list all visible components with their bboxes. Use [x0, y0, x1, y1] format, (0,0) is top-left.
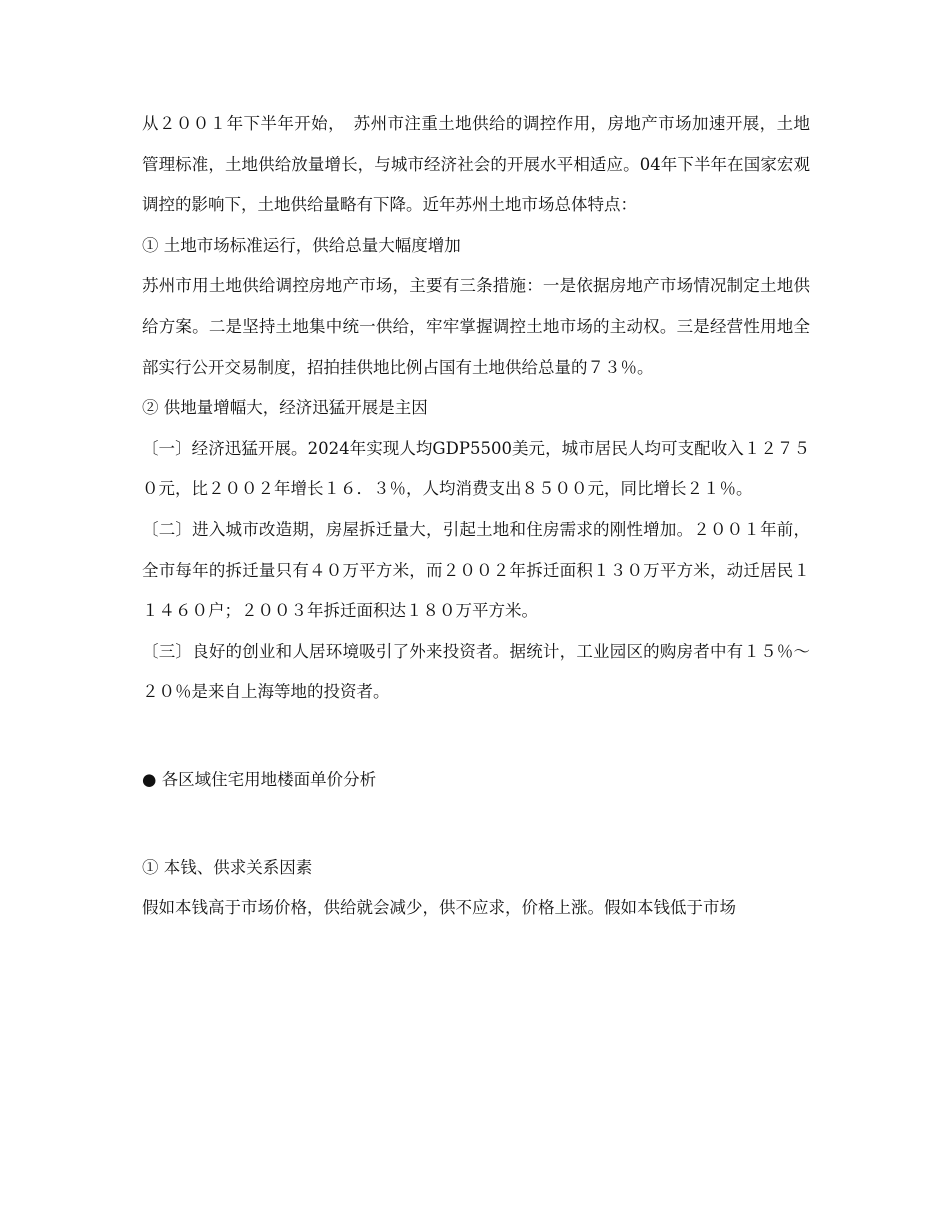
- heading-supply-growth: ② 供地量增幅大，经济迅猛开展是主因: [142, 398, 428, 418]
- paragraph-intro: 从２００１年下半年开始， 苏州市注重土地供给的调控作用，房地产市场加速开展，土地管理标准，土地供给放量增长，与城市经济社会的开展水平相适应。04年下半年在国家宏观调控的影响下，土地供给量略有下降。近年苏州土地市场总体特点：: [142, 114, 810, 215]
- spacer: [142, 713, 810, 760]
- paragraph-cost: 假如本钱高于市场价格，供给就会减少，供不应求，价格上涨。假如本钱低于市场: [142, 898, 736, 918]
- paragraph-economy: 〔一〕经济迅猛开展。2024年实现人均GDP5500美元，城市居民人均可支配收入１２７５０元，比２００２年增长１６．３％，人均消费支出８５００元，同比增长２１％。: [142, 438, 810, 499]
- section-heading-price-analysis: ● 各区域住宅用地楼面单价分析: [142, 769, 377, 789]
- document-page: [142, 104, 810, 929]
- paragraph-measures: 苏州市用土地供给调控房地产市场，主要有三条措施：一是依据房地产市场情况制定土地供给方案。二是坚持土地集中统一供给，牢牢掌握调控土地市场的主动权。三是经营性用地全部实行公开交易制度，招拍挂供地比例占国有土地供给总量的７３％。: [142, 276, 810, 377]
- heading-cost-supply: ① 本钱、供求关系因素: [142, 857, 313, 877]
- spacer: [142, 801, 810, 848]
- paragraph-renewal: 〔二〕进入城市改造期，房屋拆迁量大，引起土地和住房需求的刚性增加。２００１年前，全市每年的拆迁量只有４０万平方米，而２００２年拆迁面积１３０万平方米，动迁居民１１４６０户；２００３年拆迁面积达１８０万平方米。: [142, 519, 810, 621]
- paragraph-investors: 〔三〕良好的创业和人居环境吸引了外来投资者。据统计，工业园区的购房者中有１５％～２０％是来自上海等地的投资者。: [142, 641, 810, 702]
- heading-land-market: ① 土地市场标准运行，供给总量大幅度增加: [142, 235, 461, 255]
